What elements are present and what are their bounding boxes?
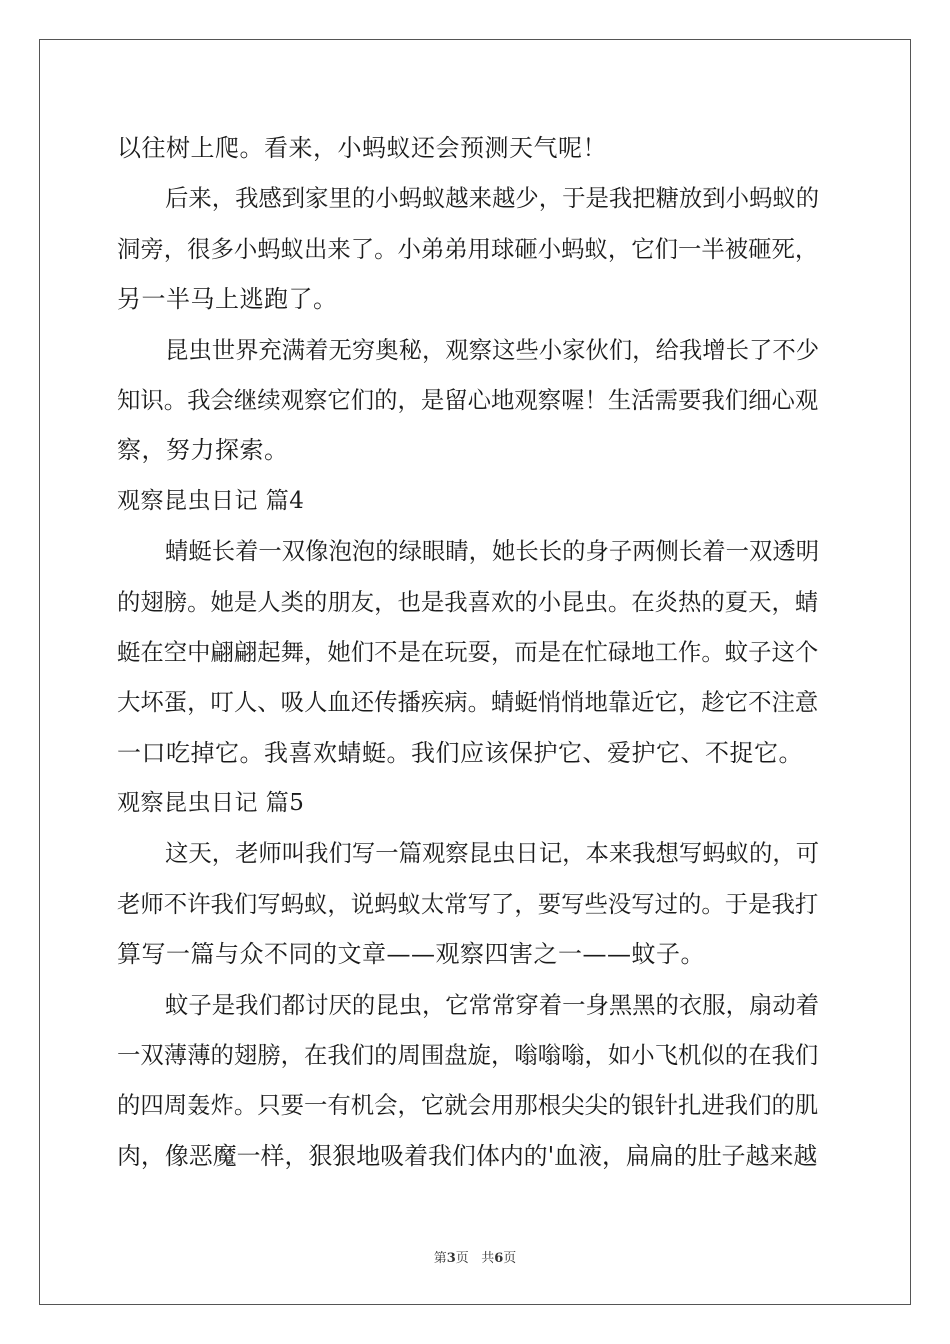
text-line: 蜻蜓长着一双像泡泡的绿眼睛，她长长的身子两侧长着一双透明 (165, 537, 820, 566)
text-line: 这天，老师叫我们写一篇观察昆虫日记，本来我想写蚂蚁的，可 (165, 839, 820, 868)
text-line: 以往树上爬。看来，小蚂蚁还会预测天气呢！ (117, 134, 607, 162)
text-line: 算写一篇与众不同的文章——观察四害之一——蚊子。 (117, 940, 705, 969)
text-line: 的翅膀。她是人类的朋友，也是我喜欢的小昆虫。在炎热的夏天，蜻 (117, 587, 819, 616)
footer-page-prefix: 第 (433, 1251, 447, 1266)
text-line: 后来，我感到家里的小蚂蚁越来越少，于是我把糖放到小蚂蚁的 (165, 184, 820, 213)
footer-total-prefix: 共 (481, 1251, 495, 1266)
footer-total-suffix: 页 (503, 1251, 517, 1266)
footer-page-suffix: 页 (455, 1251, 469, 1266)
text-line: 的四周轰炸。只要一有机会，它就会用那根尖尖的银针扎进我们的肌 (117, 1091, 819, 1120)
document-body (117, 123, 833, 1181)
text-line: 洞旁，很多小蚂蚁出来了。小弟弟用球砸小蚂蚁，它们一半被砸死， (117, 234, 819, 263)
text-line: 另一半马上逃跑了。 (117, 285, 338, 314)
section-heading: 观察昆虫日记 篇5 (117, 790, 305, 817)
text-line: 一双薄薄的翅膀，在我们的周围盘旋，嗡嗡嗡，如小飞机似的在我们 (117, 1041, 819, 1070)
text-line: 知识。我会继续观察它们的，是留心地观察喔！生活需要我们细心观 (117, 385, 819, 414)
text-line: 一口吃掉它。我喜欢蜻蜓。我们应该保护它、爱护它、不捉它。 (117, 738, 803, 767)
section-heading: 观察昆虫日记 篇4 (117, 487, 305, 514)
text-line: 察，努力探索。 (117, 436, 289, 465)
text-line: 昆虫世界充满着无穷奥秘，观察这些小家伙们，给我增长了不少 (165, 335, 820, 364)
text-line: 大坏蛋，叮人、吸人血还传播疾病。蜻蜓悄悄地靠近它，趁它不注意 (117, 688, 819, 717)
page-footer (0, 1247, 950, 1266)
text-line: 蜓在空中翩翩起舞，她们不是在玩耍，而是在忙碌地工作。蚊子这个 (117, 637, 819, 666)
text-line: 老师不许我们写蚂蚁，说蚂蚁太常写了，要写些没写过的。于是我打 (117, 889, 819, 918)
text-line: 蚊子是我们都讨厌的昆虫，它常常穿着一身黑黑的衣服，扇动着 (165, 990, 820, 1019)
text-line: 肉，像恶魔一样，狠狠地吸着我们体内的'血液，扁扁的肚子越来越 (117, 1141, 818, 1170)
footer-page-number: 3 (446, 1251, 456, 1266)
footer-total-pages: 6 (494, 1251, 504, 1266)
